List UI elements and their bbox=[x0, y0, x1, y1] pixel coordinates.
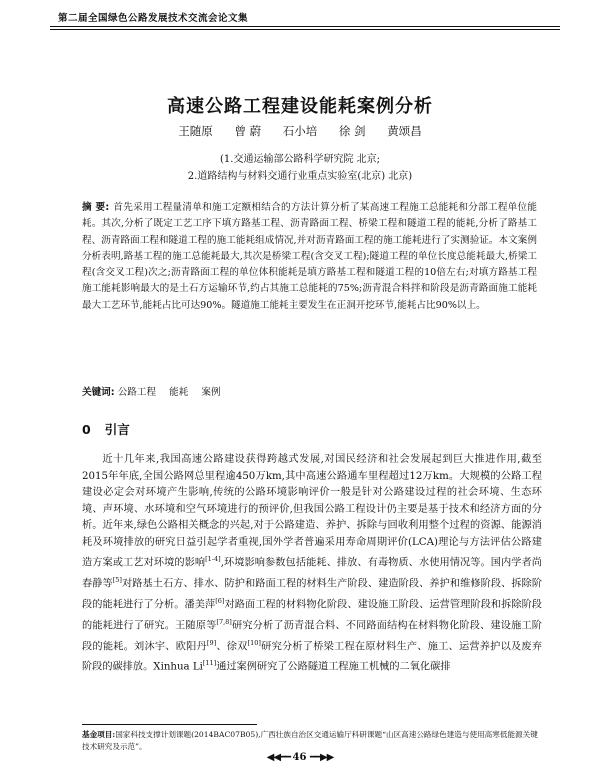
author: 徐 剑 bbox=[338, 124, 366, 138]
citation[interactable]: [7,8] bbox=[216, 617, 232, 626]
author: 曾 蔚 bbox=[234, 124, 262, 138]
intro-text: 、徐双 bbox=[216, 640, 248, 652]
citation[interactable]: [6] bbox=[215, 596, 225, 605]
page-ornament-right: ━━▶▶ bbox=[309, 752, 334, 763]
author-list bbox=[0, 123, 600, 139]
footnote-text: 国家科技支撑计划课题(2014BAC07B05),广西壮族自治区交通运输厅科研课题“山区高速公路绿色建造与使用高寒低能源关键技术研究及示范”。 bbox=[82, 730, 538, 751]
intro-text: 对路面工程的材料物化阶段、建设施工阶段、运营管理阶段和拆除阶段的能耗进行了研究。王随原等 bbox=[82, 599, 542, 632]
keywords bbox=[82, 384, 231, 398]
section-title: 引言 bbox=[104, 422, 130, 437]
intro-text: 通过案例研究了公路隧道工程施工机械的二氧化碳排 bbox=[216, 661, 451, 673]
keyword: 能耗 bbox=[169, 387, 189, 398]
author: 王随原 bbox=[178, 124, 213, 138]
author: 黄颂昌 bbox=[387, 124, 422, 138]
page-ornament-left: ◀◀━━ bbox=[266, 752, 293, 763]
keyword: 公路工程 bbox=[117, 387, 157, 398]
citation[interactable]: [1-4] bbox=[205, 555, 221, 563]
affiliation-1: (1.交通运输部公路科学研究院 北京; bbox=[220, 154, 380, 165]
header-rule-thin bbox=[50, 29, 560, 30]
keywords-label: 关键词: bbox=[82, 387, 115, 398]
running-head: 第二届全国绿色公路发展技术交流会论文集 bbox=[58, 13, 249, 24]
citation[interactable]: [11] bbox=[202, 659, 217, 668]
intro-text: 近十几年来,我国高速公路建设获得跨越式发展,对国民经济和社会发展起到巨大推进作用,截至2015年年底,全国公路网总里程逾450万km,其中高速公路通车里程超过12万km。大规模的公路工程建设必定会对环境产生影响,传统的公路环境影响评价一般是针对公路建设过程的社会环境、生态环境、声环境、水环境和空气环境进行的预评价,但我国公路工程设计仍主要是基于技术和经济方面的分析。近年来,绿色公路相关概念的兴起,对于公路建造、养护、拆除与回收利用整个过程的资源、能源消耗及环境排放的研究日益引起学者重视,国外学者普遍采用寿命周期评价(LCA)理论与方法评估公路建造方案或工艺对环境的影响 bbox=[82, 454, 542, 569]
header-rule bbox=[50, 26, 560, 27]
affiliation-2: 2.道路结构与材料交通行业重点实验室(北京) 北京) bbox=[187, 171, 413, 182]
citation[interactable]: [5] bbox=[112, 575, 122, 584]
footnote-rule bbox=[82, 724, 257, 725]
keyword: 案例 bbox=[201, 387, 221, 398]
section-number: 0 bbox=[82, 422, 91, 437]
abstract-label: 摘 要: bbox=[82, 202, 110, 213]
section-heading bbox=[82, 420, 130, 438]
abstract bbox=[82, 200, 537, 314]
intro-text: 研究分析了沥青混合料、不同路面结构在材料物化阶段、建设施工阶段的能耗。刘沐宇、欧阳丹 bbox=[82, 620, 542, 652]
intro-text: ,环境影响参数包括能耗、排放、有毒物质、水使用情况等。国内学者尚春静等 bbox=[82, 557, 542, 590]
intro-paragraph bbox=[82, 452, 542, 676]
footnote bbox=[82, 729, 542, 753]
paper-title: 高速公路工程建设能耗案例分析 bbox=[167, 96, 433, 117]
author: 石小培 bbox=[282, 124, 318, 138]
page-number: 46 bbox=[292, 752, 307, 763]
page-number-area bbox=[0, 752, 600, 763]
intro-text: 对路基土石方、排水、防护和路面工程的材料生产阶段、建造阶段、养护和维修阶段、拆除阶段的能耗进行了分析。潘美萍 bbox=[82, 578, 543, 611]
abstract-text: 首先采用工程量清单和施工定额相结合的方法计算分析了某高速工程施工总能耗和分部工程单位能耗。其次,分析了既定工艺工序下填方路基工程、沥青路面工程、桥梁工程和隧道工程的能耗,分析了路基工程、沥青路面工程和隧道工程的施工能耗组成情况,并对沥青路面工程的施工能耗进行了实测验证。本文案例分析表明,路基工程的施工总能耗最大,其次是桥梁工程(含交叉工程);隧道工程的单位长度总能耗最大,桥梁工程(含交叉工程)次之;沥青路面工程的单位体积能耗是填方路基工程和隧道工程的10倍左右;对填方路基工程施工能耗影响最大的是土石方运输环节,约占其施工总能耗的75%;沥青混合料拌和阶段是沥青路面施工能耗最大工艺环节,能耗占比可达90%。隧道施工能耗主要发生在正洞开挖环节,能耗占比90%以上。 bbox=[82, 202, 537, 311]
intro-text: 研究分析了桥梁工程在原材料生产、施工、运营养护以及废弃阶段的碳排放。Xinhua Li bbox=[82, 640, 543, 673]
footnote-label: 基金项目: bbox=[82, 730, 116, 739]
citation[interactable]: [9] bbox=[206, 638, 217, 647]
citation[interactable]: [10] bbox=[247, 638, 261, 647]
